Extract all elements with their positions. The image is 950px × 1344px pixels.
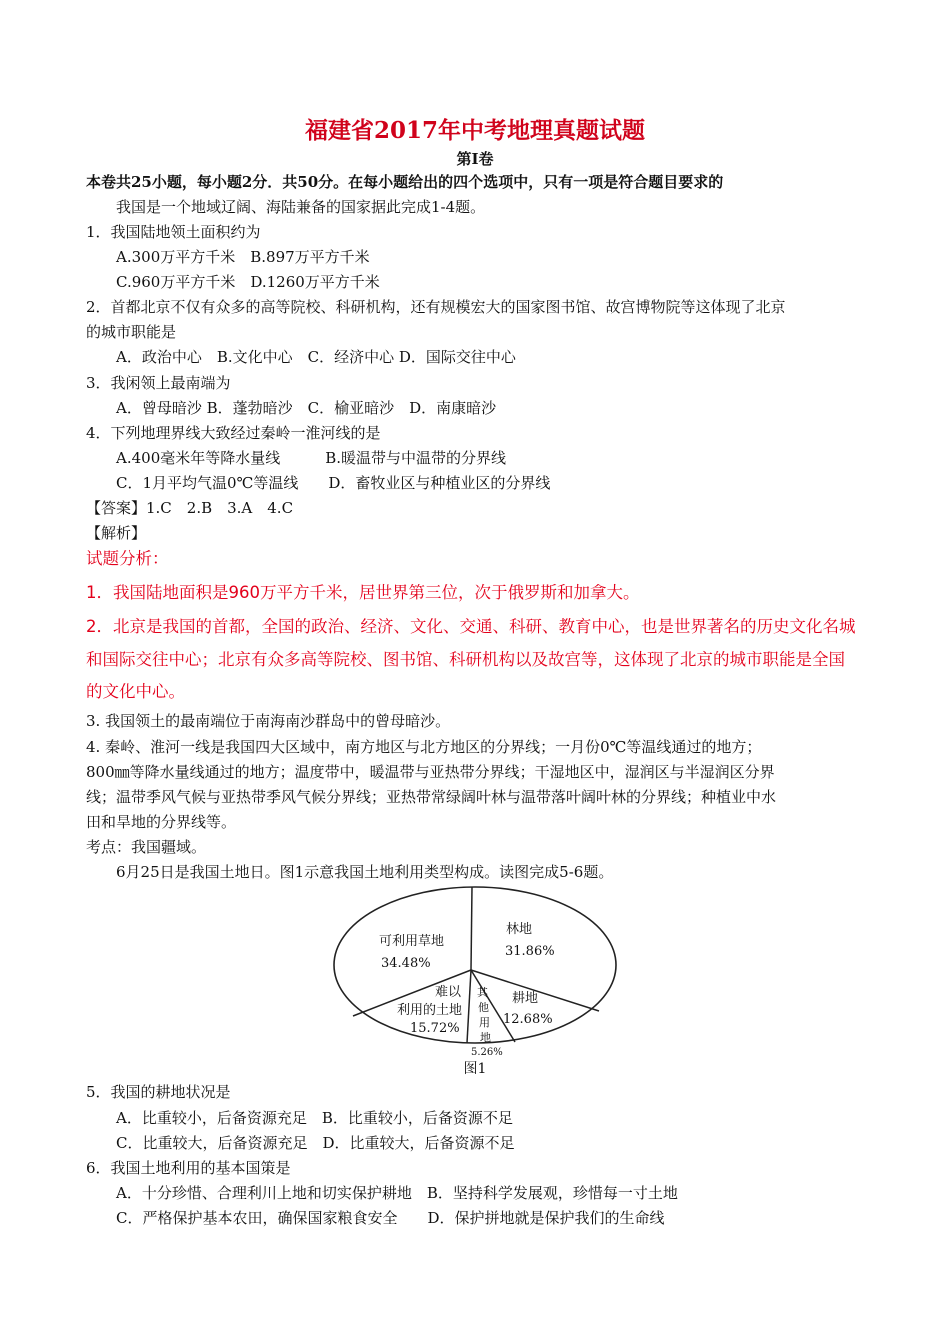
question-3-stem: 3．我闲领上最南端为 (86, 374, 231, 392)
analysis-label: 【解析】 (86, 524, 147, 542)
question-4-options: C．1月平均气温0℃等温线 D．畜牧业区与种植业区的分界线 (116, 474, 551, 492)
question-1-options: A.300万平方千米 B.897万平方千米 (116, 248, 370, 266)
analysis-4: 800㎜等降水量线通过的地方；温度带中，暖温带与亚热带分界线；干湿地区中，湿润区与半湿润区分界 (86, 763, 775, 781)
slice-value: 12.68% (503, 1012, 553, 1027)
question-4-options: A.400毫米年等降水量线 B.暖温带与中温带的分界线 (116, 449, 507, 467)
section-title: 第Ⅰ卷 (456, 150, 494, 168)
analysis-2: 2．北京是我国的首都，全国的政治、经济、文化、交通、科研、教育中心，也是世界著名的历史文化名城 (86, 617, 856, 636)
analysis-4: 4. 秦岭、淮河一线是我国四大区域中，南方地区与北方地区的分界线；一月份0℃等温线通过的地方； (86, 738, 762, 756)
question-2-stem: 2．首都北京不仅有众多的高等院校、科研机构，还有规模宏大的国家图书馆、故宫博物院等这体现了北京 (86, 298, 786, 316)
intro-text: 我国是一个地域辽阔、海陆兼备的国家据此完成1-4题。 (116, 198, 486, 216)
analysis-heading: 试题分析： (86, 549, 169, 568)
question-5-options: C．比重较大，后备资源充足 D．比重较大，后备资源不足 (116, 1134, 515, 1152)
question-3-options: A．曾母暗沙 B．蓬勃暗沙 C．榆亚暗沙 D．南康暗沙 (116, 399, 497, 417)
analysis-4: 田和旱地的分界线等。 (86, 813, 237, 831)
slice-label: 林地 (506, 922, 533, 937)
land-use-pie-chart (325, 885, 625, 1080)
slice-label: 耕地 (512, 991, 539, 1006)
slice-label: 用 (479, 1016, 490, 1029)
slice-label: 其 (477, 986, 488, 999)
exam-point: 考点：我国疆域。 (86, 838, 207, 856)
question-1-options: C.960万平方千米 D.1260万平方千米 (116, 273, 380, 291)
slice-value: 5.26% (471, 1047, 503, 1058)
question-1-stem: 1．我国陆地领土面积约为 (86, 223, 261, 241)
question-5-options: A．比重较小，后备资源充足 B．比重较小，后备资源不足 (116, 1109, 513, 1127)
slice-value: 15.72% (410, 1021, 460, 1036)
question-2-stem: 的城市职能是 (86, 323, 177, 341)
slice-label: 地 (480, 1031, 491, 1044)
slice-divider (471, 887, 472, 970)
chart-caption: 图1 (463, 1061, 487, 1077)
question-6-options: C．严格保护基本农田，确保国家粮食安全 D．保护拼地就是保护我们的生命线 (116, 1209, 665, 1227)
slice-label: 可利用草地 (379, 934, 445, 949)
analysis-4: 线；温带季风气候与亚热带季风气候分界线；亚热带常绿阔叶林与温带落叶阔叶林的分界线；种植业中水 (86, 788, 777, 806)
intro-text: 6月25日是我国土地日。图1示意我国土地利用类型构成。读图完成5-6题。 (116, 863, 614, 881)
question-2-options: A．政治中心 B.文化中心 C．经济中心 D．国际交往中心 (116, 348, 516, 366)
analysis-2: 的文化中心。 (86, 682, 185, 701)
page-title: 福建省2017年中考地理真题试题 (304, 117, 645, 144)
analysis-3: 3. 我国领土的最南端位于南海南沙群岛中的曾母暗沙。 (86, 712, 451, 730)
answer-key: 【答案】1.C 2.B 3.A 4.C (86, 499, 294, 517)
slice-label: 利用的土地 (397, 1003, 463, 1018)
pie-outline (334, 887, 616, 1043)
question-4-stem: 4．下列地理界线大致经过秦岭一淮河线的是 (86, 424, 381, 442)
slice-value: 34.48% (381, 956, 431, 971)
instructions: 本卷共25小题，每小题2分．共50分。在每小题给出的四个选项中，只有一项是符合题目要求的 (86, 173, 724, 191)
question-6-stem: 6．我国土地利用的基本国策是 (86, 1159, 291, 1177)
slice-label: 难以 (435, 985, 462, 1000)
question-5-stem: 5．我国的耕地状况是 (86, 1083, 231, 1101)
question-6-options: A．十分珍惜、合理利川上地和切实保护耕地 B．坚持科学发展观，珍惜每一寸土地 (116, 1184, 678, 1202)
analysis-2: 和国际交往中心；北京有众多高等院校、图书馆、科研机构以及故宫等，这体现了北京的城市职能是全国 (86, 650, 845, 669)
slice-value: 31.86% (505, 944, 555, 959)
slice-label: 他 (478, 1001, 489, 1014)
analysis-1: 1．我国陆地面积是960万平方千米，居世界第三位，次于俄罗斯和加拿大。 (86, 583, 640, 602)
